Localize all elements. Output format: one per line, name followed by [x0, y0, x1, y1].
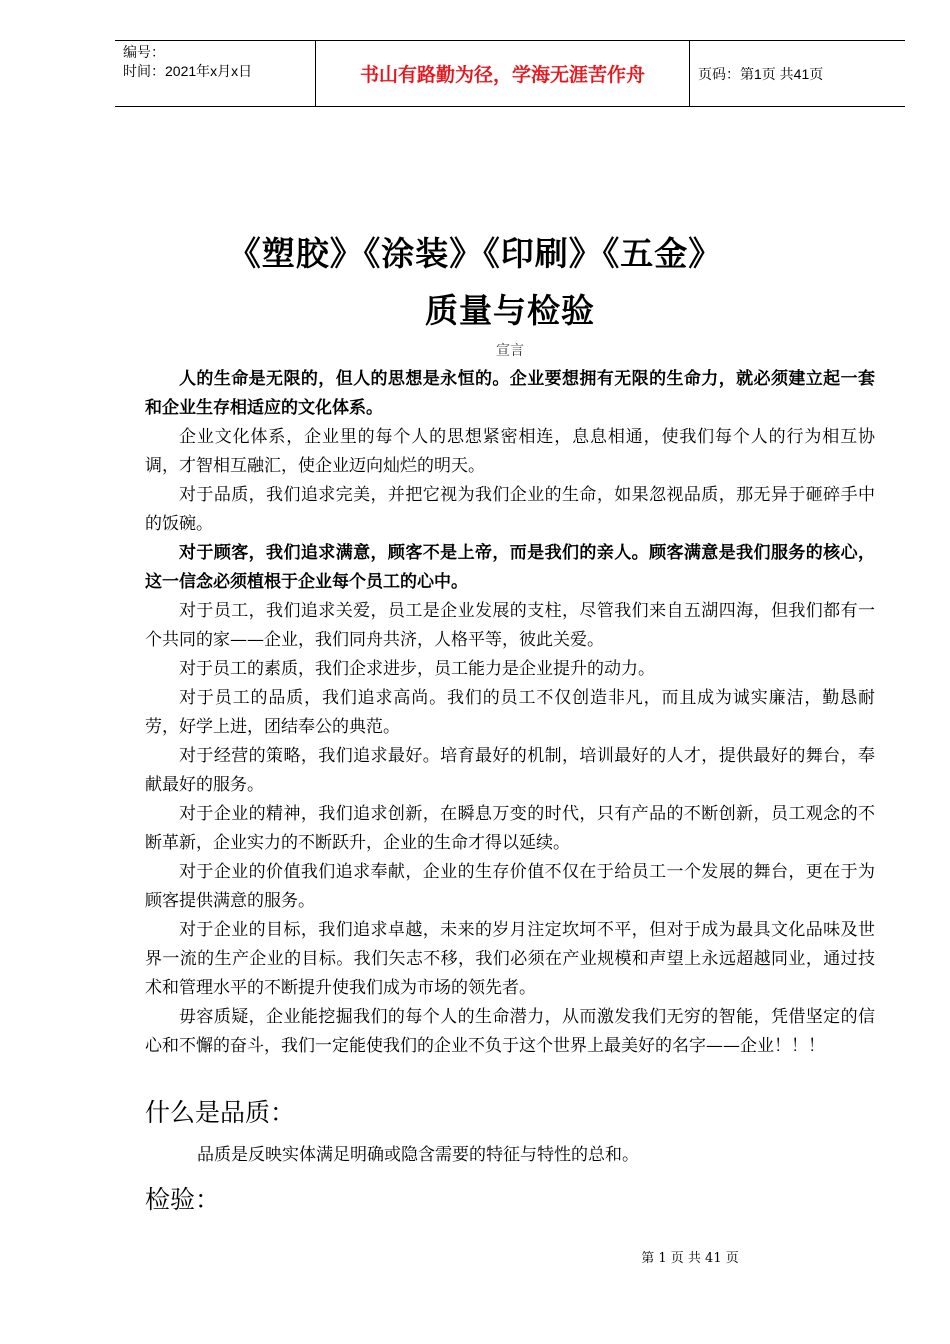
paragraph: 对于员工的素质，我们企求进步，员工能力是企业提升的动力。: [179, 659, 655, 679]
header-meta: [115, 41, 315, 106]
paragraph: 对于品质，我们追求完美，并把它视为我们企业的生命，如果忽视品质，那无异于砸碎手中的饭碗。: [145, 485, 875, 534]
document-subtitle: 宣言: [496, 343, 524, 359]
paragraph: 毋容质疑，企业能挖掘我们的每个人的生命潜力，从而激发我们无穷的智能，凭借坚定的信心和不懈的奋斗，我们一定能使我们的企业不负于这个世界上最美好的名字——企业！！！: [145, 1007, 875, 1056]
paragraph: 对于员工的品质，我们追求高尚。我们的员工不仅创造非凡，而且成为诚实廉洁，勤恳耐劳，好学上进，团结奉公的典范。: [145, 688, 875, 737]
page-header: [115, 40, 905, 107]
number-label: 编号：: [123, 44, 165, 60]
paragraph: 对于企业的价值我们追求奉献，企业的生存价值不仅在于给员工一个发展的舞台，更在于为顾客提供满意的服务。: [145, 862, 875, 911]
heading-quality: 什么是品质：: [145, 1098, 296, 1127]
paragraph: 对于顾客，我们追求满意，顾客不是上帝，而是我们的亲人。顾客满意是我们服务的核心，这一信念必须植根于企业每个员工的心中。: [145, 543, 875, 592]
time-label: 时间：2021年x月x日: [123, 63, 253, 79]
header-motto: 书山有路勤为径，学海无涯苦作舟: [315, 41, 690, 106]
paragraph: 人的生命是无限的，但人的思想是永恒的。企业要想拥有无限的生命力，就必须建立起一套和企业生存相适应的文化体系。: [145, 369, 875, 418]
paragraph: 对于员工，我们追求关爱，员工是企业发展的支柱，尽管我们来自五湖四海，但我们都有一个共同的家——企业，我们同舟共济，人格平等，彼此关爱。: [145, 601, 875, 650]
document-title-line2: 质量与检验: [425, 291, 595, 330]
paragraph: 企业文化体系，企业里的每个人的思想紧密相连，息息相通，使我们每个人的行为相互协调，才智相互融汇，使企业迈向灿烂的明天。: [145, 427, 875, 476]
quality-definition: 品质是反映实体满足明确或隐含需要的特征与特性的总和。: [197, 1145, 639, 1165]
body-paragraphs: [145, 365, 875, 1061]
page-footer: 第 1 页 共 41 页: [641, 1251, 739, 1266]
paragraph: 对于经营的策略，我们追求最好。培育最好的机制，培训最好的人才，提供最好的舞台，奉献最好的服务。: [145, 746, 875, 795]
paragraph: 对于企业的精神，我们追求创新，在瞬息万变的时代，只有产品的不断创新，员工观念的不断革新，企业实力的不断跃升，企业的生命才得以延续。: [145, 804, 875, 853]
heading-inspection: 检验：: [145, 1185, 221, 1214]
document-title-line1: 《塑胶》《涂装》《印刷》《五金》: [227, 234, 723, 273]
header-page-info: 页码：第1页 共41页: [698, 65, 824, 82]
paragraph: 对于企业的目标，我们追求卓越，未来的岁月注定坎坷不平，但对于成为最具文化品味及世界一流的生产企业的目标。我们矢志不移，我们必须在产业规模和声望上永远超越同业，通过技术和管理水平的不断提升使我们成为市场的领先者。: [145, 920, 875, 998]
